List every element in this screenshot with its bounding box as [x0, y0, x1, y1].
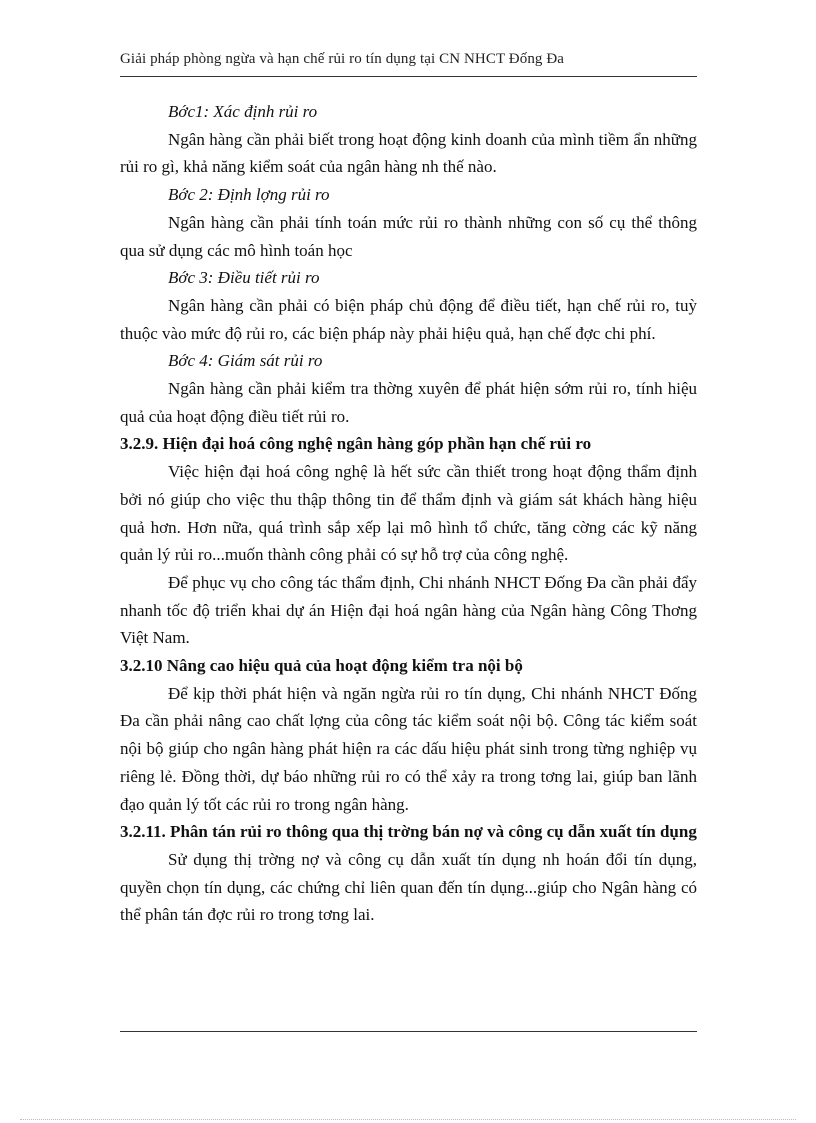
- section-3-2-10-heading: 3.2.10 Nâng cao hiệu quả của hoạt động kiểm tra nội bộ: [120, 656, 523, 676]
- header-rule: [120, 76, 697, 77]
- step-4-paragraph: Ngân hàng cần phải kiểm tra thờng xuyên để phát hiện sớm rủi ro, tính hiệu quả của hoạt động điều tiết rủi ro.: [120, 379, 697, 426]
- section-3-2-11-heading: 3.2.11. Phân tán rủi ro thông qua thị trờng bán nợ và công cụ dẫn xuất tín dụng: [120, 822, 697, 842]
- step-2-paragraph: Ngân hàng cần phải tính toán mức rủi ro thành những con số cụ thể thông qua sử dụng các mô hình toán học: [120, 212, 697, 260]
- footer-rule: [120, 1031, 697, 1032]
- section-3-2-9-paragraph-1: Việc hiện đại hoá công nghệ là hết sức cần thiết trong hoạt động thẩm định bởi nó giúp cho việc thu thập thông tin để thẩm định và giám sát khách hàng hiệu quả hơn. Hơn nữa, quá trình sắp xếp lại mô hình tổ chức, tăng cờng các kỹ năng quản lý rủi ro...muốn thành công phải có sự hỗ trợ của công nghệ.: [120, 462, 697, 565]
- running-header: Giải pháp phòng ngừa và hạn chế rủi ro tín dụng tại CN NHCT Đống Đa: [120, 51, 565, 67]
- step-2-heading: Bớc 2: Định lợng rủi ro: [168, 185, 330, 205]
- section-3-2-9-heading: 3.2.9. Hiện đại hoá công nghệ ngân hàng góp phần hạn chế rủi ro: [120, 434, 592, 454]
- section-3-2-9-paragraph-2: Để phục vụ cho công tác thẩm định, Chi nhánh NHCT Đống Đa cần phải đẩy nhanh tốc độ triển khai dự án Hiện đại hoá ngân hàng của Ngân hàng Công Thơng Việt Nam.: [120, 572, 697, 648]
- page-edge-dotted-line: [20, 1119, 796, 1120]
- step-1-paragraph: Ngân hàng cần phải biết trong hoạt động kinh doanh của mình tiềm ẩn những rủi ro gì, khả năng kiểm soát của ngân hàng nh thế nào.: [120, 129, 697, 177]
- section-3-2-10-paragraph: Để kịp thời phát hiện và ngăn ngừa rủi ro tín dụng, Chi nhánh NHCT Đống Đa cần phải nâng cao chất lợng của công tác kiểm soát nội bộ. Công tác kiểm soát nội bộ giúp cho ngân hàng phát hiện ra các dấu hiệu phát sinh trong từng nghiệp vụ riêng lẻ. Đồng thời, dự báo những rủi ro có thể xảy ra trong tơng lai, giúp ban lãnh đạo quản lý tốt các rủi ro trong ngân hàng.: [120, 683, 697, 814]
- step-1-heading: Bớc1: Xác định rủi ro: [168, 102, 318, 121]
- step-4-heading: Bớc 4: Giám sát rủi ro: [168, 351, 323, 371]
- page-body: [120, 98, 697, 929]
- step-3-paragraph: Ngân hàng cần phải có biện pháp chủ động để điều tiết, hạn chế rủi ro, tuỳ thuộc vào mức độ rủi ro, các biện pháp này phải hiệu quả, hạn chế đợc chi phí.: [120, 295, 697, 343]
- section-3-2-11-paragraph: Sử dụng thị trờng nợ và công cụ dẫn xuất tín dụng nh hoán đổi tín dụng, quyền chọn tín dụng, các chứng chỉ liên quan đến tín dụng...giúp cho Ngân hàng có thể phân tán đợc rủi ro trong tơng lai.: [120, 849, 697, 925]
- step-3-heading: Bớc 3: Điều tiết rủi ro: [168, 268, 320, 288]
